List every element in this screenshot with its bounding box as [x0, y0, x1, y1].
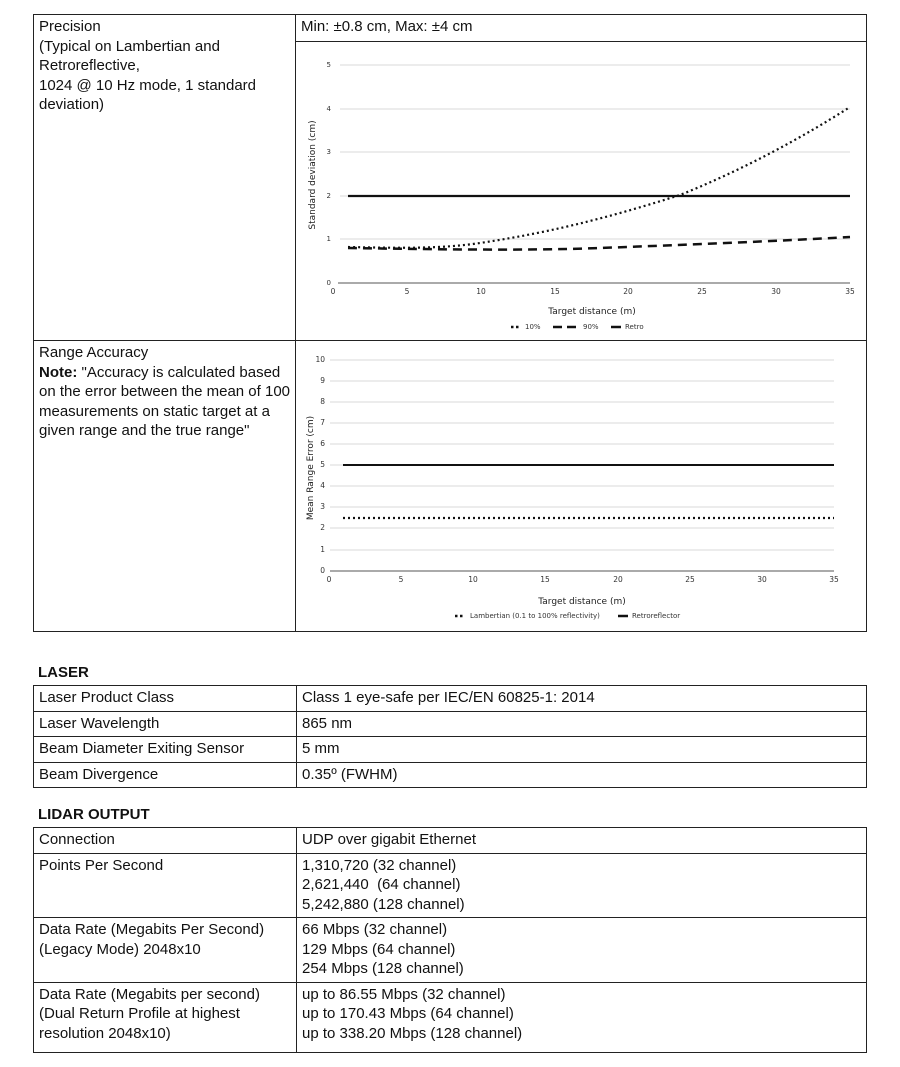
precision-label-line: 1024 @ 10 Hz mode, 1 standard: [39, 76, 257, 94]
svg-text:4: 4: [326, 105, 331, 113]
svg-text:2: 2: [320, 523, 325, 532]
laser-row-value: 0.35º (FWHM): [297, 762, 867, 788]
range-accuracy-chart: [296, 341, 866, 631]
laser-table: [33, 685, 867, 788]
svg-text:5: 5: [404, 287, 410, 296]
precision-x-ticks: [331, 287, 855, 296]
svg-text:Lambertian (0.1 to 100% reflec: Lambertian (0.1 to 100% reflectivity): [470, 612, 600, 620]
lidar-output-table: [33, 827, 867, 1053]
range-accuracy-note: [39, 363, 290, 441]
table-row: [34, 762, 867, 788]
lidar-row-value: UDP over gigabit Ethernet: [297, 828, 867, 854]
precision-chart-cell: [296, 42, 867, 341]
svg-text:6: 6: [320, 439, 325, 448]
accuracy-y-ticks: [315, 355, 325, 575]
lidar-row-value: 66 Mbps (32 channel) 129 Mbps (64 channel) 254 Mbps (128 channel): [297, 918, 867, 983]
svg-text:2: 2: [326, 192, 331, 200]
precision-label-line: Precision: [39, 18, 101, 35]
table-row: [34, 686, 867, 712]
precision-x-axis-label: Target distance (m): [548, 307, 636, 317]
svg-text:8: 8: [320, 397, 325, 406]
table-row: [34, 918, 867, 983]
svg-text:9: 9: [320, 376, 325, 385]
lidar-output-section-title: LIDAR OUTPUT: [38, 806, 150, 823]
precision-label-line: Retroreflective,: [39, 57, 140, 74]
lidar-row-value: 1,310,720 (32 channel) 2,621,440 (64 channel) 5,242,880 (128 channel): [297, 853, 867, 918]
lidar-row-value: up to 86.55 Mbps (32 channel) up to 170.43 Mbps (64 channel) up to 338.20 Mbps (128 channel): [297, 982, 867, 1052]
note-text: "Accuracy is calculated based on the error between the mean of 100 measurements on static target at a given range and the true range": [39, 363, 291, 439]
laser-row-label: Laser Product Class: [34, 686, 297, 712]
note-prefix: Note:: [39, 363, 78, 381]
svg-text:90%: 90%: [583, 323, 599, 331]
svg-text:30: 30: [771, 287, 781, 296]
laser-section-title: LASER: [38, 664, 89, 681]
accuracy-y-axis-label: Mean Range Error (cm): [306, 415, 316, 521]
table-row: [34, 828, 867, 854]
svg-text:10: 10: [476, 287, 486, 296]
svg-text:15: 15: [540, 575, 550, 584]
svg-text:5: 5: [398, 575, 404, 584]
svg-text:1: 1: [326, 235, 331, 243]
svg-text:0: 0: [330, 287, 336, 296]
svg-text:Retroreflector: Retroreflector: [632, 612, 681, 620]
precision-chart: [296, 42, 866, 340]
svg-text:1: 1: [320, 545, 325, 554]
lidar-row-label: Data Rate (Megabits Per Second) (Legacy Mode) 2048x10: [34, 918, 297, 983]
accuracy-legend: [455, 612, 680, 620]
precision-y-axis-label: Standard deviation (cm): [308, 120, 318, 230]
svg-text:3: 3: [326, 148, 331, 156]
laser-row-value: 5 mm: [297, 737, 867, 763]
table-row: [34, 737, 867, 763]
accuracy-x-axis-label: Target distance (m): [538, 597, 626, 607]
svg-text:20: 20: [613, 575, 623, 584]
precision-label: [34, 15, 296, 341]
range-accuracy-row: [34, 341, 867, 632]
precision-label-line: (Typical on Lambertian and: [39, 37, 220, 55]
precision-legend: [511, 323, 644, 331]
table-row: [34, 982, 867, 1052]
svg-text:0: 0: [320, 566, 325, 575]
range-accuracy-title: Range Accuracy: [39, 344, 149, 361]
range-accuracy-chart-cell: [296, 341, 867, 632]
precision-value: Min: ±0.8 cm, Max: ±4 cm: [296, 15, 867, 42]
table-row: [34, 853, 867, 918]
svg-text:5: 5: [326, 61, 331, 69]
svg-text:0: 0: [326, 575, 332, 584]
svg-text:Retro: Retro: [625, 323, 644, 331]
lidar-row-label: Points Per Second: [34, 853, 297, 918]
range-accuracy-label: [34, 341, 296, 632]
precision-header-row: [34, 15, 867, 42]
svg-text:35: 35: [829, 575, 839, 584]
lidar-row-label: Data Rate (Megabits per second) (Dual Return Profile at highest resolution 2048x10): [34, 982, 297, 1052]
svg-text:5: 5: [320, 460, 325, 469]
svg-text:0: 0: [326, 279, 331, 287]
accuracy-x-ticks: [327, 575, 839, 584]
accuracy-gridlines: [330, 360, 834, 550]
svg-text:30: 30: [757, 575, 767, 584]
precision-y-ticks: [327, 61, 332, 287]
lidar-row-label: Connection: [34, 828, 297, 854]
series-10pct: [348, 107, 850, 248]
table-row: [34, 711, 867, 737]
svg-text:25: 25: [685, 575, 695, 584]
svg-text:25: 25: [697, 287, 707, 296]
laser-row-label: Laser Wavelength: [34, 711, 297, 737]
laser-row-label: Beam Diameter Exiting Sensor: [34, 737, 297, 763]
svg-text:3: 3: [320, 502, 325, 511]
laser-row-value: 865 nm: [297, 711, 867, 737]
svg-text:10: 10: [468, 575, 478, 584]
svg-text:4: 4: [320, 481, 325, 490]
svg-text:7: 7: [320, 418, 325, 427]
svg-text:20: 20: [623, 287, 633, 296]
laser-row-value: Class 1 eye-safe per IEC/EN 60825-1: 2014: [297, 686, 867, 712]
svg-text:10: 10: [315, 355, 325, 364]
laser-row-label: Beam Divergence: [34, 762, 297, 788]
precision-label-line: deviation): [39, 96, 105, 113]
svg-text:35: 35: [845, 287, 855, 296]
svg-text:15: 15: [550, 287, 560, 296]
svg-text:10%: 10%: [525, 323, 541, 331]
performance-table: [33, 14, 867, 632]
